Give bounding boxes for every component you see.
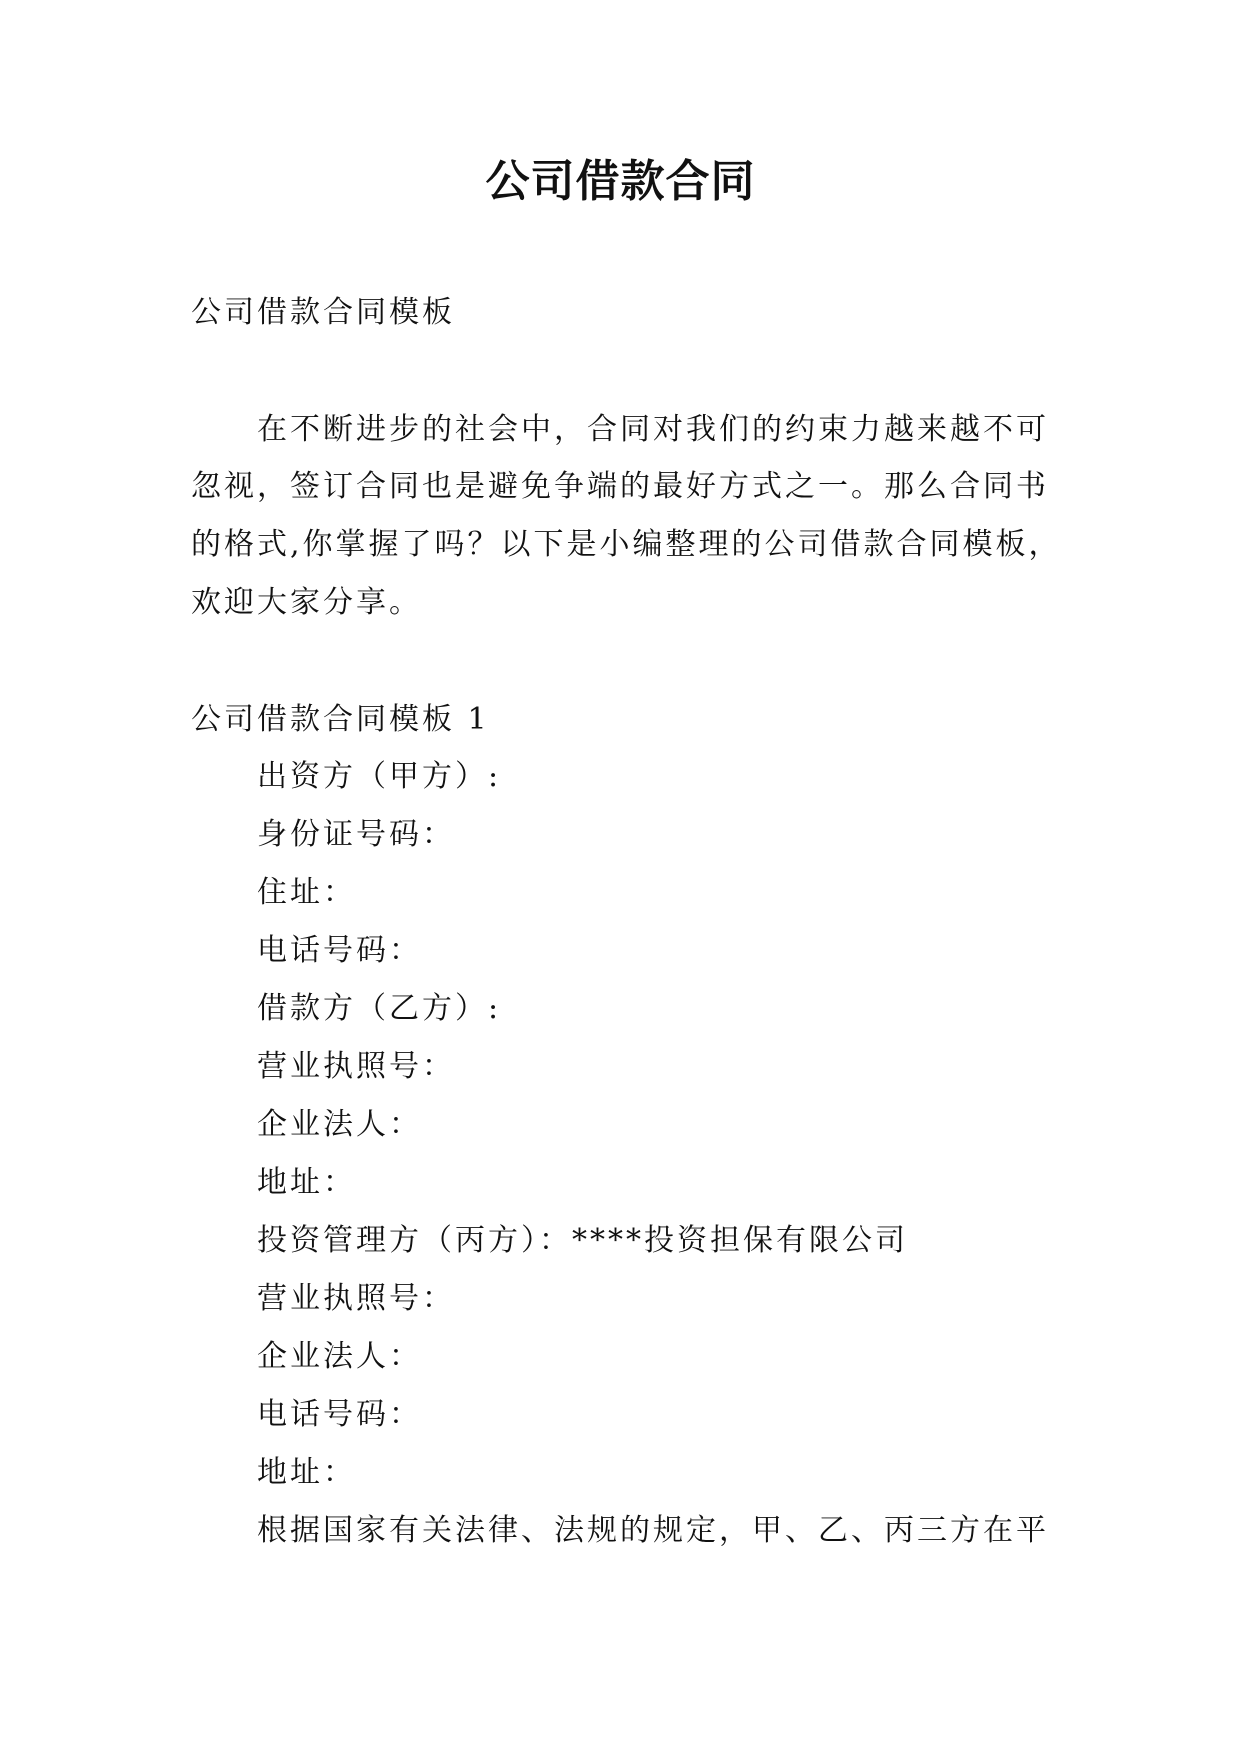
field-line: 出资方（甲方）: bbox=[257, 759, 502, 794]
intro-line-3: 的格式,你掌握了吗？以下是小编整理的公司借款合同模板， bbox=[191, 527, 1062, 562]
field-line: 营业执照号： bbox=[257, 1049, 455, 1084]
field-line: 地址： bbox=[257, 1165, 356, 1200]
intro-line-2: 忽视，签订合同也是避免争端的最好方式之一。那么合同书 bbox=[191, 469, 1049, 504]
intro-line-1: 在不断进步的社会中，合同对我们的约束力越来越不可 bbox=[257, 412, 1049, 447]
field-line: 企业法人： bbox=[257, 1107, 422, 1142]
intro-line-4: 欢迎大家分享。 bbox=[191, 585, 422, 620]
document-title: 公司借款合同 bbox=[485, 156, 756, 207]
field-line: 电话号码： bbox=[257, 1397, 422, 1432]
field-line: 根据国家有关法律、法规的规定，甲、乙、丙三方在平 bbox=[257, 1513, 1049, 1548]
field-line: 电话号码： bbox=[257, 933, 422, 968]
section-title: 公司借款合同模板 1 bbox=[191, 702, 490, 737]
document-subtitle: 公司借款合同模板 bbox=[191, 295, 455, 330]
field-line: 投资管理方（丙方）：****投资担保有限公司 bbox=[257, 1223, 908, 1258]
field-line: 借款方（乙方）: bbox=[257, 991, 502, 1026]
field-line: 营业执照号： bbox=[257, 1281, 455, 1316]
field-line: 地址： bbox=[257, 1455, 356, 1490]
field-line: 住址： bbox=[257, 875, 356, 910]
field-line: 身份证号码： bbox=[257, 817, 455, 852]
field-line: 企业法人： bbox=[257, 1339, 422, 1374]
